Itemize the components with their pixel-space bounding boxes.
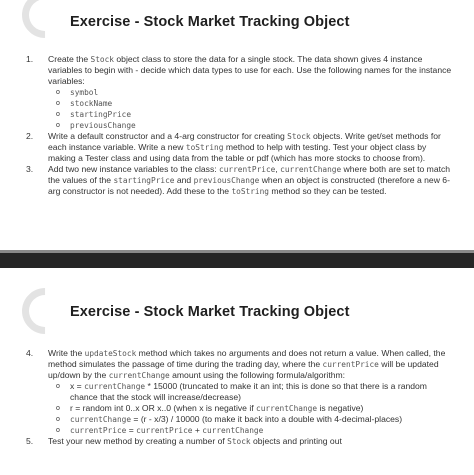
code-text: previousChange xyxy=(70,121,136,130)
formula-bullet xyxy=(56,403,456,414)
bullet-circle-icon: o xyxy=(56,405,60,412)
code-text: toString xyxy=(231,187,270,196)
code-text: previousChange xyxy=(193,176,260,185)
item-number: 1. xyxy=(26,54,34,64)
item-number: 4. xyxy=(26,348,34,358)
text: Write a default constructor and a 4-arg constructor for creating xyxy=(48,131,288,141)
variable-bullet xyxy=(56,98,456,109)
text: method which takes no arguments and does not return a value. When called, the method simulates the passage of time during the trading day, where the xyxy=(48,348,446,369)
list-item-4 xyxy=(26,348,456,436)
slide-body xyxy=(26,348,456,447)
text: + xyxy=(192,425,203,435)
code-text: currentChange xyxy=(202,426,264,435)
code-text: currentChange xyxy=(280,165,342,174)
text: = xyxy=(126,425,137,435)
code-text: currentChange xyxy=(84,382,146,391)
text: Write the xyxy=(48,348,85,358)
bullet-circle-icon: o xyxy=(56,416,60,423)
text: method so they can be tested. xyxy=(269,186,387,196)
text: * 15000 (truncated to make it an int; this is done so that there is a random chance that the stock will increase/decrease) xyxy=(70,381,427,402)
text: Create the xyxy=(48,54,91,64)
list-item-2 xyxy=(26,131,456,164)
text: and xyxy=(174,175,194,185)
item-number: 5. xyxy=(26,436,34,446)
slide-2 xyxy=(0,268,474,475)
text: will be updated up/down by the xyxy=(48,359,439,380)
text: Add two new instance variables to the class: xyxy=(48,164,220,174)
bullet-circle-icon: o xyxy=(56,383,60,390)
list-item-5 xyxy=(26,436,456,447)
text: , xyxy=(275,164,281,174)
item-number: 3. xyxy=(26,164,34,174)
decorative-arc xyxy=(12,0,77,48)
text: = (r - x/3) / 10000 (to make it back into a double with 4-decimal-places) xyxy=(131,414,403,424)
code-text: toString xyxy=(185,143,224,152)
text: objects and printing out xyxy=(250,436,342,446)
code-text: symbol xyxy=(70,88,99,97)
text: when an object is constructed (therefore a new 6-arg constructor is not needed). Add these to the xyxy=(48,175,450,196)
bullet-circle-icon: o xyxy=(56,427,60,434)
variable-bullet xyxy=(56,109,456,120)
slide-title: Exercise - Stock Market Tracking Object xyxy=(70,14,350,30)
code-text: currentPrice xyxy=(70,426,127,435)
text: objects. Write get/set methods for each instance variable. Write a new xyxy=(48,131,441,152)
formula-bullet xyxy=(56,425,456,436)
slide-title: Exercise - Stock Market Tracking Object xyxy=(70,304,350,320)
divider-edge xyxy=(0,250,474,253)
code-text: stockName xyxy=(70,99,113,108)
bullet-circle-icon: o xyxy=(56,111,60,118)
code-text: currentPrice xyxy=(219,165,276,174)
code-text: currentPrice xyxy=(322,360,379,369)
bullet-circle-icon: o xyxy=(56,89,60,96)
text: object class to store the data for a single stock. The data shown gives 4 instance variables to begin with - decide which data types to use for each. Use the following names for the instance variables: xyxy=(48,54,452,86)
code-text: Stock xyxy=(90,55,114,64)
code-text: startingPrice xyxy=(113,176,175,185)
text: r = random int 0..x OR x..0 (when x is negative if xyxy=(70,403,257,413)
code-text: updateStock xyxy=(84,349,137,358)
variable-bullet xyxy=(56,120,456,131)
text: amount using the following formula/algorithm: xyxy=(169,370,346,380)
decorative-arc xyxy=(12,278,77,343)
bullet-circle-icon: o xyxy=(56,100,60,107)
code-text: currentChange xyxy=(108,371,170,380)
text: where both are set to match the values of the xyxy=(48,164,451,185)
text: Test your new method by creating a number of xyxy=(48,436,228,446)
formula-bullet xyxy=(56,414,456,425)
text: method to help with testing. Test your object class by making a Tester class and using data from the table or pdf (which has more stocks to choose from). xyxy=(48,142,427,163)
formula-bullet xyxy=(56,381,456,403)
code-text: currentChange xyxy=(70,415,132,424)
text: x = xyxy=(70,381,85,391)
code-text: Stock xyxy=(227,437,251,446)
bullet-circle-icon: o xyxy=(56,122,60,129)
slide-divider xyxy=(0,250,474,268)
code-text: Stock xyxy=(287,132,311,141)
code-text: startingPrice xyxy=(70,110,132,119)
list-item-3 xyxy=(26,164,456,197)
code-text: currentPrice xyxy=(136,426,193,435)
list-item-1 xyxy=(26,54,456,131)
code-text: currentChange xyxy=(256,404,318,413)
item-number: 2. xyxy=(26,131,34,141)
variable-bullet xyxy=(56,87,456,98)
slide-body xyxy=(26,54,456,197)
text: is negative) xyxy=(317,403,364,413)
